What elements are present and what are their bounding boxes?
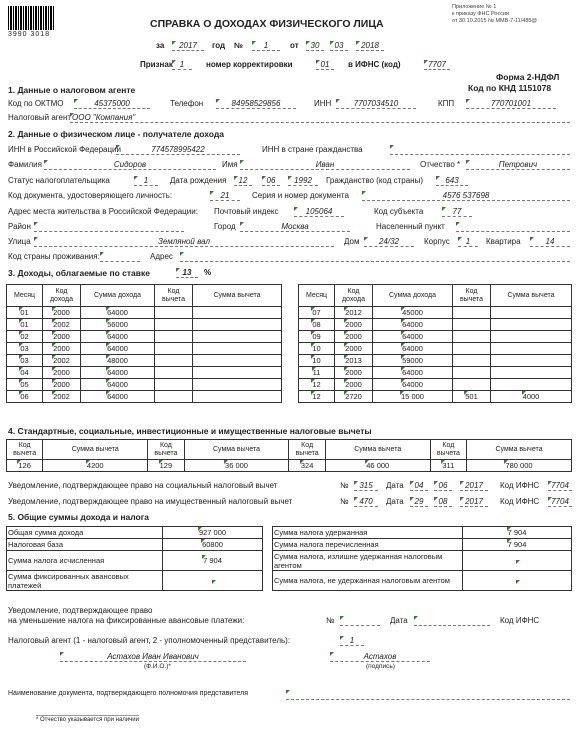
deduction-header: Код вычета	[7, 440, 43, 460]
totals-label: Сумма налога исчисленная	[7, 551, 163, 571]
income-cell	[453, 343, 491, 355]
city-field[interactable]: Москва	[240, 222, 350, 232]
income-row	[7, 307, 282, 319]
header-month: Месяц	[7, 285, 43, 307]
income-cell: 45000	[373, 307, 453, 319]
person-inn-label: ИНН в Российской Федерации	[8, 145, 121, 154]
agent-name-field[interactable]: ООО "Компания"	[70, 113, 570, 123]
property-notice-label: Уведомление, подтверждающее право на имущественный налоговый вычет	[8, 497, 293, 506]
percent-sign: %	[204, 268, 212, 277]
deduction-header: Сумма вычета	[43, 440, 148, 460]
income-cell: 2000	[43, 367, 81, 379]
income-row	[7, 367, 282, 379]
deduction-value: 311	[430, 460, 466, 472]
annex-note: Приложение № 1	[452, 4, 497, 10]
korpus-label: Корпус	[424, 237, 450, 246]
income-cell	[155, 391, 193, 403]
advance-notice-label-2: на уменьшение налога на фиксированные авансовые платежи:	[8, 616, 245, 625]
totals-table	[6, 526, 572, 591]
number-label: №	[234, 41, 243, 50]
surname-field[interactable]: Сидоров	[44, 160, 216, 170]
advance-num-label: №	[326, 616, 335, 625]
income-cell	[453, 307, 491, 319]
income-cell	[453, 379, 491, 391]
income-cell	[155, 367, 193, 379]
knd-code: Код по КНД 1151078	[468, 83, 552, 93]
flat-label: Квартира	[486, 237, 521, 246]
agent-inn-field[interactable]: 7707034510	[336, 99, 416, 109]
doc-code-label: Код документа, удостоверяющего личность:	[8, 191, 173, 200]
name-field[interactable]: Иван	[240, 160, 410, 170]
income-cell: 2000	[43, 307, 81, 319]
property-num-label: №	[340, 497, 349, 506]
income-row	[299, 331, 572, 343]
income-cell: 64000	[81, 391, 155, 403]
flat-field[interactable]: 14	[530, 237, 570, 247]
foreign-address-field[interactable]	[180, 252, 570, 262]
income-cell	[491, 367, 572, 379]
country-field[interactable]	[100, 252, 140, 262]
status-field[interactable]: 1	[134, 176, 158, 186]
header-month: Месяц	[299, 285, 335, 307]
income-cell: 10	[299, 355, 335, 367]
income-cell	[155, 331, 193, 343]
totals-value: 7 904	[463, 527, 572, 539]
region-label: Код субъекта	[374, 207, 424, 216]
city-label: Город	[214, 222, 236, 231]
street-field[interactable]: Земляной вал	[34, 237, 334, 247]
income-cell: 2720	[335, 391, 373, 403]
income-cell	[155, 319, 193, 331]
social-ifns-label: Код ИФНС	[500, 481, 540, 490]
deduction-value: 4200	[43, 460, 148, 472]
signer-fio-field[interactable]: Астахов Иван Иванович	[60, 652, 246, 662]
god-label: год	[212, 41, 226, 50]
social-date-label: Дата	[386, 481, 404, 490]
dob-label: Дата рождения	[170, 176, 227, 185]
property-month-field[interactable]: 08	[434, 497, 452, 507]
totals-label: Сумма налога, излишне удержанная налоговым агентом	[273, 551, 463, 571]
correction-field[interactable]: 01	[316, 60, 334, 70]
income-cell: 64000	[81, 331, 155, 343]
income-cell	[155, 343, 193, 355]
social-day-field[interactable]: 04	[410, 481, 428, 491]
income-cell: 2000	[335, 343, 373, 355]
deduction-header: Код вычета	[430, 440, 466, 460]
totals-label: Сумма налога перечисленная	[273, 539, 463, 551]
totals-gap	[263, 571, 273, 591]
totals-row	[7, 527, 572, 539]
property-date-label: Дата	[386, 497, 404, 506]
ifns-field[interactable]: 7707	[424, 60, 450, 70]
agent-inn-label: ИНН	[314, 99, 332, 108]
income-cell: 2012	[335, 307, 373, 319]
income-cell: 12	[299, 379, 335, 391]
doc-series-label: Серия и номер документа	[252, 191, 349, 200]
kpp-field[interactable]: 770701001	[466, 99, 556, 109]
deductions-table	[6, 439, 572, 472]
priznak-field[interactable]: 1	[172, 60, 192, 70]
deduction-value: 46 000	[325, 460, 430, 472]
advance-date-label: Дата	[390, 616, 408, 625]
income-cell	[453, 331, 491, 343]
header-deduction-sum: Сумма вычета	[193, 285, 282, 307]
region-field[interactable]: 77	[442, 207, 472, 217]
social-num-label: №	[340, 481, 349, 490]
totals-row	[7, 539, 572, 551]
fio-caption: (Ф.И.О.)*	[144, 663, 171, 670]
income-cell: 59000	[373, 355, 453, 367]
section-1-title: 1. Данные о налоговом агенте	[8, 85, 136, 95]
income-cell: 64000	[373, 319, 453, 331]
income-cell: 08	[299, 319, 335, 331]
authority-doc-label: Наименование документа, подтверждающего полномочия представителя	[8, 690, 248, 697]
totals-row	[7, 551, 572, 571]
advance-notice-label: Уведомление, подтверждающее право	[8, 606, 153, 615]
foreign-inn-field[interactable]	[390, 145, 570, 155]
income-row	[299, 367, 572, 379]
totals-value	[463, 571, 572, 591]
dob-day-field[interactable]: 12	[234, 176, 252, 186]
income-row	[299, 379, 572, 391]
income-cell: 4000	[491, 391, 572, 403]
deduction-value: 36 000	[184, 460, 289, 472]
totals-gap	[263, 527, 273, 539]
income-cell: 01	[7, 319, 43, 331]
deduction-header: Сумма вычета	[184, 440, 289, 460]
phone-label: Телефон	[170, 99, 204, 108]
property-ifns-label: Код ИФНС	[500, 497, 540, 506]
section-5-title: 5. Общие суммы дохода и налога	[8, 512, 149, 522]
income-table-right	[298, 284, 572, 403]
deduction-value: 324	[289, 460, 325, 472]
agent-name-label: Налоговый агент	[8, 113, 72, 122]
income-cell: 64000	[373, 367, 453, 379]
form-name: Форма 2-НДФЛ	[496, 72, 560, 82]
income-cell: 2000	[335, 331, 373, 343]
income-cell	[491, 319, 572, 331]
foreign-inn-label: ИНН в стране гражданства	[262, 145, 363, 154]
income-cell: 01	[7, 307, 43, 319]
income-row	[7, 355, 282, 367]
income-row	[7, 331, 282, 343]
income-cell: 64000	[373, 379, 453, 391]
income-cell: 04	[7, 367, 43, 379]
income-cell	[491, 331, 572, 343]
barcode	[8, 6, 54, 30]
date-year-field[interactable]: 2018	[356, 41, 384, 51]
income-cell: 2000	[43, 379, 81, 391]
social-month-field[interactable]: 06	[434, 481, 452, 491]
totals-label: Общая сумма дохода	[7, 527, 163, 539]
income-cell	[193, 355, 282, 367]
street-label: Улица	[8, 237, 31, 246]
income-row	[299, 307, 572, 319]
income-cell	[155, 355, 193, 367]
priznak-label: Признак	[140, 60, 173, 69]
income-cell: 02	[7, 331, 43, 343]
totals-label: Сумма налога удержанная	[273, 527, 463, 539]
signer-type-field[interactable]: 1	[340, 636, 364, 646]
income-cell: 11	[299, 367, 335, 379]
deduction-header: Код вычета	[289, 440, 325, 460]
property-day-field[interactable]: 29	[410, 497, 428, 507]
zip-label: Почтовый индекс	[214, 207, 279, 216]
header-income-sum: Сумма дохода	[373, 285, 453, 307]
signature-field[interactable]: Астахов	[330, 652, 430, 662]
income-cell	[453, 355, 491, 367]
income-cell: 501	[453, 391, 491, 403]
income-cell	[453, 367, 491, 379]
income-cell: 64000	[81, 343, 155, 355]
ifns-label: в ИФНС (код)	[348, 60, 401, 69]
header-income-code: Код дохода	[43, 285, 81, 307]
advance-ifns-label: Код ИФНС	[500, 616, 540, 625]
house-label: Дом	[344, 237, 360, 246]
income-row	[7, 319, 282, 331]
income-cell: 2000	[43, 331, 81, 343]
header-income-sum: Сумма дохода	[81, 285, 155, 307]
income-cell: 2000	[335, 379, 373, 391]
annex-note-2: к приказу ФНС России	[452, 11, 510, 17]
oktmo-label: Код по ОКТМО	[8, 99, 64, 108]
ot-label: от	[290, 41, 299, 50]
income-cell: 10	[299, 343, 335, 355]
income-cell: 2000	[335, 367, 373, 379]
property-year-field[interactable]: 2017	[460, 497, 488, 507]
income-cell	[193, 379, 282, 391]
correction-label: номер корректировки	[206, 60, 293, 69]
income-cell: 48000	[81, 355, 155, 367]
totals-value: 60800	[163, 539, 263, 551]
surname-label: Фамилия	[8, 160, 42, 169]
person-inn-field[interactable]: 774578995422	[116, 145, 240, 155]
header-deduction-sum: Сумма вычета	[491, 285, 572, 307]
totals-value	[163, 571, 263, 591]
totals-value: 7 904	[463, 539, 572, 551]
income-cell: 03	[7, 355, 43, 367]
income-cell: 12	[299, 391, 335, 403]
barcode-number: 3990 3018	[8, 31, 51, 38]
income-cell	[193, 307, 282, 319]
citizenship-field[interactable]: 643	[436, 176, 468, 186]
locality-field[interactable]	[456, 222, 570, 232]
income-row	[299, 319, 572, 331]
income-cell: 64000	[373, 343, 453, 355]
totals-value: 7 904	[163, 551, 263, 571]
income-cell: 2002	[43, 319, 81, 331]
address-label: Адрес места жительства в Российской Федерации:	[8, 207, 198, 216]
annex-note-3: от 30.10.2015 № ММВ-7-11/485@	[452, 18, 538, 24]
income-cell	[453, 319, 491, 331]
social-year-field[interactable]: 2017	[460, 481, 488, 491]
income-cell: 2000	[335, 319, 373, 331]
deduction-value: 129	[148, 460, 184, 472]
income-cell	[491, 307, 572, 319]
income-table-left	[6, 284, 282, 403]
section-2-title: 2. Данные о физическом лице - получателе дохода	[8, 129, 224, 139]
advance-date-field[interactable]	[414, 616, 490, 626]
district-label: Район	[8, 222, 31, 231]
income-cell	[491, 355, 572, 367]
patronymic-label: Отчество *	[420, 160, 461, 169]
income-cell: 64000	[81, 379, 155, 391]
income-cell: 15 000	[373, 391, 453, 403]
section-4-title: 4. Стандартные, социальные, инвестиционные и имущественные налоговые вычеты	[8, 426, 372, 436]
totals-label: Сумма налога, не удержанная налоговым агентом	[273, 571, 463, 591]
income-cell	[193, 331, 282, 343]
income-cell: 09	[299, 331, 335, 343]
income-row	[299, 355, 572, 367]
deduction-header: Сумма вычета	[467, 440, 572, 460]
income-cell	[193, 319, 282, 331]
country-label: Код страны проживания:	[8, 252, 100, 261]
income-cell	[491, 379, 572, 391]
social-notice-label: Уведомление, подтверждающее право на социальный налоговый вычет	[8, 481, 278, 490]
income-row	[299, 391, 572, 403]
dob-year-field[interactable]: 1992	[288, 176, 318, 186]
property-ifns-field[interactable]: 7704	[548, 497, 572, 507]
status-label: Статус налогоплательщика	[8, 176, 110, 185]
income-cell	[193, 391, 282, 403]
doc-series-field[interactable]: 4576 537698	[362, 191, 570, 201]
income-cell	[155, 379, 193, 391]
social-ifns-field[interactable]: 7704	[548, 481, 572, 491]
income-cell: 2002	[43, 391, 81, 403]
income-cell	[155, 307, 193, 319]
income-cell: 64000	[81, 307, 155, 319]
section-3-title: 3. Доходы, облагаемые по ставке	[8, 268, 150, 278]
totals-gap	[263, 551, 273, 571]
district-field[interactable]	[34, 222, 184, 232]
property-num-field[interactable]: 470	[354, 497, 378, 507]
income-cell: 03	[7, 343, 43, 355]
signer-type-label: Налоговый агент (1 - налоговый агент, 2 - уполномоченный представитель):	[8, 636, 291, 645]
authority-doc-field[interactable]	[286, 690, 570, 700]
income-cell: 64000	[373, 331, 453, 343]
deduction-value: 780 000	[467, 460, 572, 472]
deduction-header: Сумма вычета	[325, 440, 430, 460]
footnote: * Отчество указывается при наличии	[36, 717, 139, 723]
deduction-header: Код вычета	[148, 440, 184, 460]
phone-field[interactable]: 84958529856	[216, 99, 296, 109]
income-row	[7, 379, 282, 391]
income-cell: 2000	[43, 343, 81, 355]
kpp-label: КПП	[438, 99, 455, 108]
rate-field[interactable]: 13	[176, 268, 198, 278]
header-deduction-code: Код вычета	[155, 285, 193, 307]
doc-code-field[interactable]: 21	[210, 191, 240, 201]
signature-caption: (подпись)	[366, 663, 395, 670]
income-cell: 07	[299, 307, 335, 319]
income-row	[299, 343, 572, 355]
income-cell: 56000	[81, 319, 155, 331]
year-field[interactable]: 2017	[172, 41, 204, 51]
deduction-value: 126	[7, 460, 43, 472]
income-row	[7, 391, 282, 403]
locality-label: Населенный пункт	[376, 222, 445, 231]
foreign-address-label: Адрес	[150, 252, 173, 261]
house-field[interactable]: 24/32	[364, 237, 414, 247]
income-cell: 06	[7, 391, 43, 403]
totals-row	[7, 571, 572, 591]
oktmo-field[interactable]: 45375000	[74, 99, 150, 109]
citizenship-label: Гражданство (код страны)	[326, 176, 423, 185]
date-month-field[interactable]: 03	[330, 41, 348, 51]
name-label: Имя	[222, 160, 238, 169]
income-cell: 2013	[335, 355, 373, 367]
income-cell: 2002	[43, 355, 81, 367]
cert-number-field[interactable]: 1	[252, 41, 280, 51]
advance-num-field[interactable]	[340, 616, 380, 626]
korpus-field[interactable]: 1	[458, 237, 478, 247]
income-cell: 05	[7, 379, 43, 391]
patronymic-field[interactable]: Петрович	[466, 160, 570, 170]
income-row	[7, 343, 282, 355]
header-deduction-code: Код вычета	[453, 285, 491, 307]
date-day-field[interactable]: 30	[306, 41, 324, 51]
totals-value	[463, 551, 572, 571]
income-cell	[193, 367, 282, 379]
totals-label: Сумма фиксированных авансовых платежей	[7, 571, 163, 591]
page-title: СПРАВКА О ДОХОДАХ ФИЗИЧЕСКОГО ЛИЦА	[150, 18, 384, 30]
zip-field[interactable]: 105064	[294, 207, 344, 217]
income-cell: 64000	[81, 367, 155, 379]
totals-value: 927 000	[163, 527, 263, 539]
income-cell	[491, 343, 572, 355]
totals-gap	[263, 539, 273, 551]
dob-month-field[interactable]: 06	[262, 176, 280, 186]
social-num-field[interactable]: 315	[354, 481, 378, 491]
za-label: за	[156, 41, 165, 50]
totals-label: Налоговая база	[7, 539, 163, 551]
income-cell	[193, 343, 282, 355]
header-income-code: Код дохода	[335, 285, 373, 307]
